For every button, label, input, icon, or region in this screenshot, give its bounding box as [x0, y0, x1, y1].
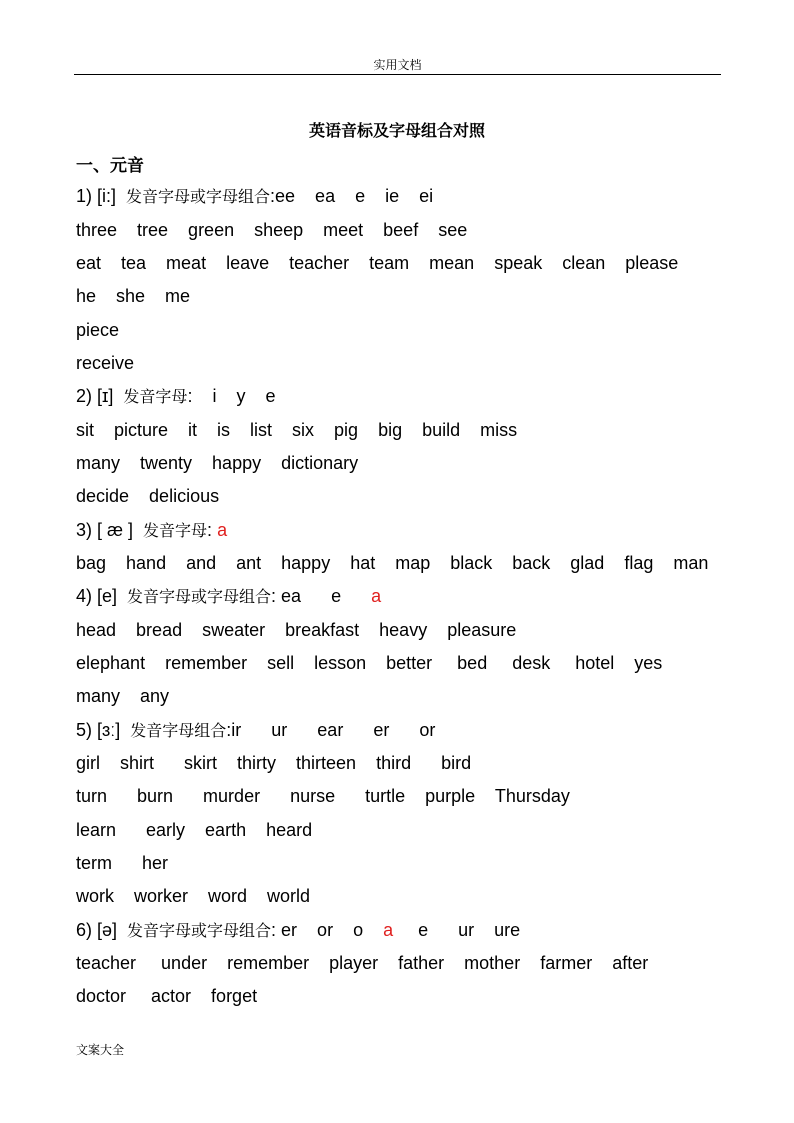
word-line: teacher under remember player father mother farmer after: [76, 953, 649, 973]
word-line: decide delicious: [76, 486, 220, 506]
heading-line-2: [76, 384, 275, 409]
heading-label: 发音字母或字母组合: [127, 587, 272, 606]
word-line: receive: [76, 353, 135, 373]
heading-line-3: [76, 518, 227, 543]
document-title: 英语音标及字母组合对照: [308, 121, 485, 140]
heading-line-1: [76, 184, 433, 209]
word-line: bag hand and ant happy hat map black back glad flag man: [76, 553, 709, 573]
word-line: eat tea meat leave teacher team mean speak clean please: [76, 253, 679, 273]
word-line: many twenty happy dictionary: [76, 453, 359, 473]
heading-label: 发音字母组合: [130, 721, 227, 740]
heading-rest: : er or o: [271, 920, 384, 940]
heading-label: 发音字母或字母组合: [127, 921, 272, 940]
word-line: head bread sweater breakfast heavy pleasure: [76, 620, 517, 640]
heading-line-5: [76, 718, 435, 743]
word-line: many any: [76, 686, 170, 706]
word-line: he she me: [76, 286, 191, 306]
heading-prefix: 5) [ɜː]: [76, 720, 131, 740]
page-footer: 文案大全: [76, 1043, 125, 1057]
word-line: girl shirt skirt thirty thirteen third bird: [76, 753, 472, 773]
word-line: elephant remember sell lesson better bed desk hotel yes: [76, 653, 663, 673]
word-line: piece: [76, 320, 120, 340]
word-line: learn early earth heard: [76, 820, 313, 840]
section-heading: 一、元音: [76, 156, 144, 176]
highlight-letter: a: [217, 520, 228, 540]
word-line: sit picture it is list six pig big build miss: [76, 420, 518, 440]
heading-prefix: 1) [i:]: [76, 186, 127, 206]
heading-rest: :ee ea e ie ei: [270, 186, 434, 206]
heading-prefix: 4) [e]: [76, 586, 128, 606]
heading-prefix: 6) [ə]: [76, 920, 128, 940]
heading-label: 发音字母: [143, 521, 208, 540]
word-line: term her: [76, 853, 169, 873]
heading-line-6: [76, 918, 520, 943]
heading-rest-2: e ur ure: [393, 920, 521, 940]
heading-rest: :: [207, 520, 218, 540]
highlight-letter: a: [371, 586, 382, 606]
heading-rest: :ir ur ear er or: [226, 720, 436, 740]
heading-line-4: [76, 584, 381, 609]
heading-rest: : i y e: [187, 386, 276, 406]
word-line: turn burn murder nurse turtle purple Thursday: [76, 786, 570, 806]
heading-label: 发音字母: [123, 387, 188, 406]
heading-prefix: 2) [ɪ]: [76, 386, 124, 406]
highlight-letter: a: [383, 920, 394, 940]
word-line: three tree green sheep meet beef see: [76, 220, 468, 240]
page-header: 实用文档: [74, 57, 721, 75]
heading-rest: : ea e: [271, 586, 372, 606]
word-line: work worker word world: [76, 886, 311, 906]
heading-label: 发音字母或字母组合: [126, 187, 271, 206]
heading-prefix: 3) [ æ ]: [76, 520, 144, 540]
word-line: doctor actor forget: [76, 986, 258, 1006]
